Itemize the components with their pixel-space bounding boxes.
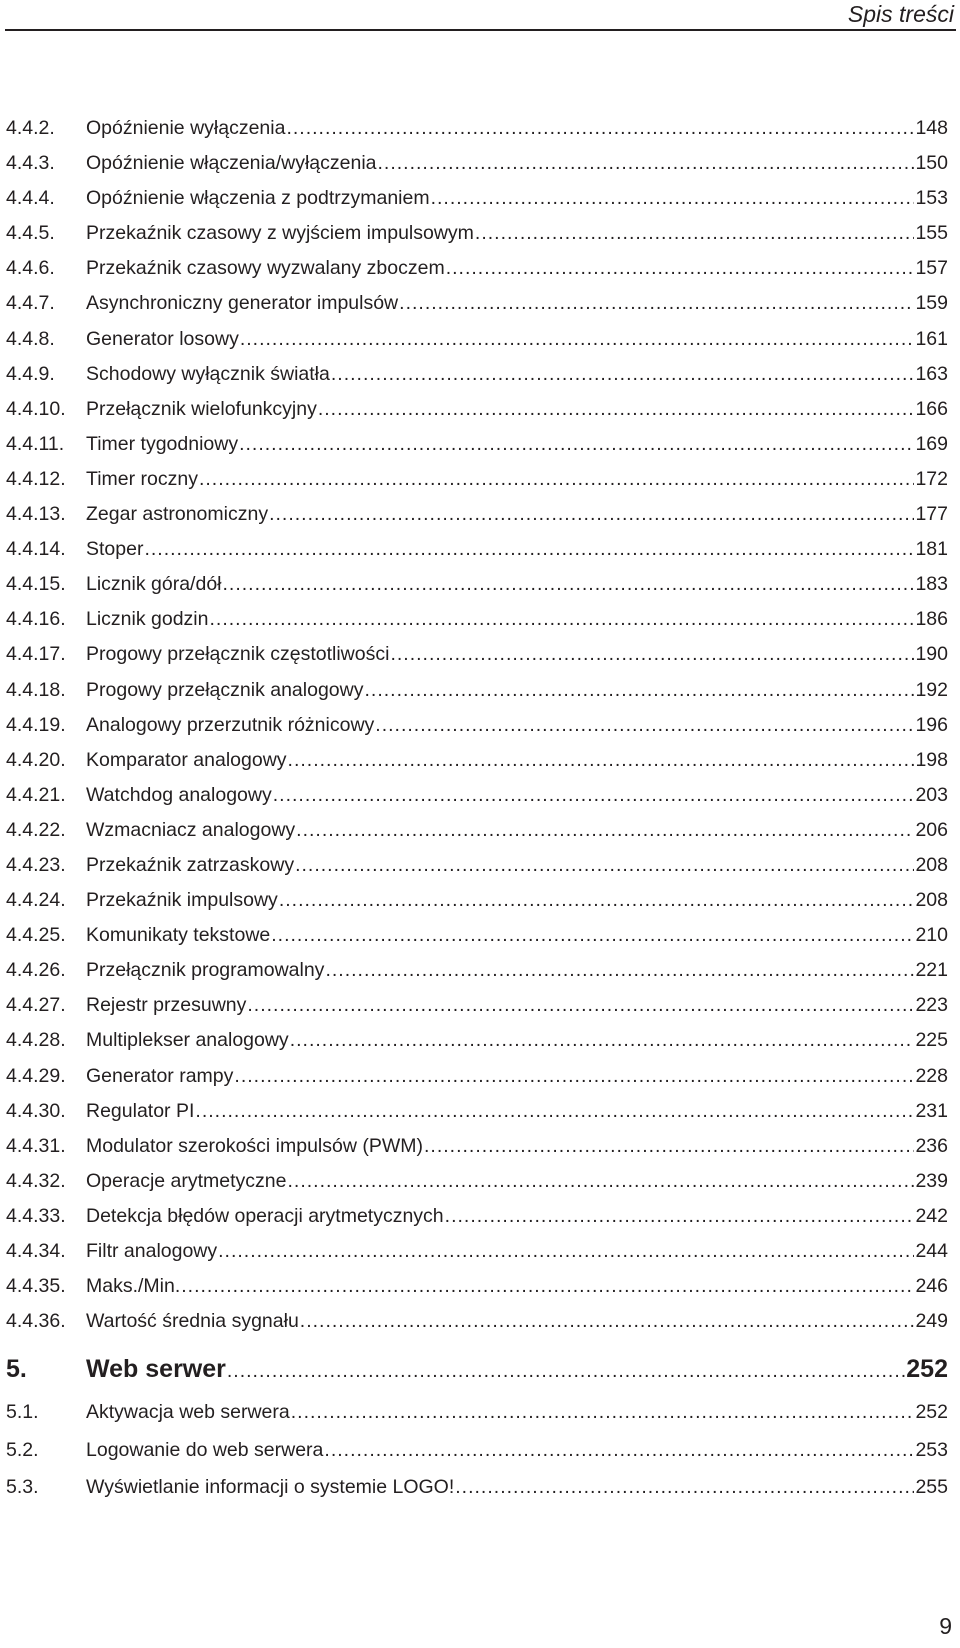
toc-entry[interactable] xyxy=(6,567,948,602)
dot-leader xyxy=(199,462,914,497)
dot-leader xyxy=(424,1129,914,1164)
toc-entry[interactable] xyxy=(6,1094,948,1129)
entry-page-number: 172 xyxy=(915,467,948,490)
toc-entry[interactable] xyxy=(6,883,948,918)
entry-number: 4.4.15. xyxy=(6,573,66,596)
entry-title: Zegar astronomiczny xyxy=(86,503,269,526)
toc-entry[interactable] xyxy=(6,1432,948,1470)
dot-leader xyxy=(288,1164,915,1199)
entry-page-number: 181 xyxy=(915,538,948,561)
dot-leader xyxy=(364,673,914,708)
dot-leader xyxy=(475,216,915,251)
toc-entry[interactable] xyxy=(6,532,948,567)
toc-entry[interactable] xyxy=(6,1394,948,1432)
entry-page-number: 192 xyxy=(915,678,948,701)
entry-page-number: 163 xyxy=(915,362,948,385)
entry-page-number: 198 xyxy=(915,748,948,771)
entry-number: 4.4.28. xyxy=(6,1029,66,1052)
entry-page-number: 236 xyxy=(915,1134,948,1157)
entry-number: 4.4.12. xyxy=(6,467,66,490)
entry-number: 4.4.13. xyxy=(6,503,66,526)
entry-number: 4.4.20. xyxy=(6,748,66,771)
toc-entry[interactable] xyxy=(6,146,948,181)
entry-number: 4.4.14. xyxy=(6,538,66,561)
toc-entry[interactable] xyxy=(6,286,948,321)
entry-page-number: 148 xyxy=(915,117,948,139)
entry-number: 4.4.36. xyxy=(6,1310,66,1333)
entry-page-number: 206 xyxy=(915,818,948,841)
entry-title: Komparator analogowy xyxy=(86,748,287,771)
entry-title: Przekaźnik czasowy z wyjściem impulsowym xyxy=(86,222,474,245)
entry-number: 4.4.3. xyxy=(6,152,55,175)
dot-leader xyxy=(223,567,915,602)
dot-leader xyxy=(291,1394,915,1431)
toc-entry[interactable] xyxy=(6,602,948,637)
entry-number: 4.4.19. xyxy=(6,713,66,736)
entry-page-number: 203 xyxy=(915,783,948,806)
entry-title: Timer tygodniowy xyxy=(86,432,239,455)
dot-leader xyxy=(378,146,915,181)
entry-title: Licznik godzin xyxy=(86,608,209,631)
entry-page-number: 161 xyxy=(915,327,948,350)
entry-number: 4.4.17. xyxy=(6,643,66,666)
entry-title: Wzmacniacz analogowy xyxy=(86,818,296,841)
toc-entry[interactable] xyxy=(6,953,948,988)
dot-leader xyxy=(279,883,915,918)
dot-leader xyxy=(239,427,914,462)
entry-page-number: 246 xyxy=(915,1275,948,1298)
dot-leader xyxy=(195,1094,914,1129)
entry-page-number: 231 xyxy=(915,1099,948,1122)
toc-entry[interactable] xyxy=(6,216,948,251)
toc-entry[interactable] xyxy=(6,251,948,286)
entry-title: Opóźnienie włączenia z podtrzymaniem xyxy=(86,187,430,210)
header-title: Spis treści xyxy=(847,1,954,27)
entry-title: Multiplekser analogowy xyxy=(86,1029,289,1052)
entry-number: 4.4.25. xyxy=(6,924,66,947)
toc-entries xyxy=(6,111,948,1339)
entry-title: Opóźnienie wyłączenia xyxy=(86,117,286,139)
entry-page-number: 253 xyxy=(915,1438,948,1461)
toc-entry[interactable] xyxy=(6,1059,948,1094)
toc-entry[interactable] xyxy=(6,673,948,708)
toc-chapter-entry[interactable] xyxy=(6,1344,948,1394)
toc-entry[interactable] xyxy=(6,848,948,883)
toc-entry[interactable] xyxy=(6,1304,948,1339)
entry-page-number: 177 xyxy=(915,503,948,526)
entry-number: 4.4.33. xyxy=(6,1204,66,1227)
entry-number: 5.3. xyxy=(6,1476,39,1499)
entry-title: Wyświetlanie informacji o systemie LOGO! xyxy=(86,1476,455,1499)
entry-page-number: 196 xyxy=(915,713,948,736)
entry-page-number: 150 xyxy=(915,152,948,175)
chapter-title: Web serwer xyxy=(86,1355,226,1384)
page-header xyxy=(0,0,960,40)
entry-page-number: 169 xyxy=(915,432,948,455)
entry-number: 4.4.2. xyxy=(6,117,55,139)
entry-page-number: 183 xyxy=(915,573,948,596)
entry-title: Przełącznik wielofunkcyjny xyxy=(86,397,317,420)
entry-page-number: 225 xyxy=(915,1029,948,1052)
entry-number: 4.4.24. xyxy=(6,889,66,912)
dot-leader xyxy=(390,637,914,672)
dot-leader xyxy=(286,111,914,146)
entry-title: Schodowy wyłącznik światła xyxy=(86,362,330,385)
toc-entry[interactable] xyxy=(6,462,948,497)
dot-leader xyxy=(324,1432,914,1469)
dot-leader xyxy=(234,1059,914,1094)
entry-page-number: 249 xyxy=(915,1310,948,1333)
dot-leader xyxy=(375,708,914,743)
toc-entry[interactable] xyxy=(6,1469,948,1507)
entry-title: Przekaźnik czasowy wyzwalany zboczem xyxy=(86,257,445,280)
entry-title: Progowy przełącznik częstotliwości xyxy=(86,643,390,666)
entry-title: Watchdog analogowy xyxy=(86,783,272,806)
entry-number: 5.2. xyxy=(6,1438,39,1461)
dot-leader xyxy=(218,1234,914,1269)
header-rule xyxy=(5,29,956,31)
entry-title: Stoper xyxy=(86,538,144,561)
toc-subentries xyxy=(6,1394,948,1507)
dot-leader xyxy=(318,392,915,427)
entry-number: 5.1. xyxy=(6,1401,39,1424)
toc-entry[interactable] xyxy=(6,427,948,462)
dot-leader xyxy=(455,1469,914,1506)
dot-leader xyxy=(144,532,914,567)
toc-entry[interactable] xyxy=(6,637,948,672)
entry-page-number: 228 xyxy=(915,1064,948,1087)
entry-number: 4.4.11. xyxy=(6,432,65,455)
entry-number: 4.4.35. xyxy=(6,1275,66,1298)
entry-page-number: 239 xyxy=(915,1169,948,1192)
toc-entry[interactable] xyxy=(6,1129,948,1164)
entry-number: 4.4.7. xyxy=(6,292,55,315)
entry-number: 4.4.16. xyxy=(6,608,66,631)
entry-number: 4.4.34. xyxy=(6,1240,66,1262)
toc-entry[interactable] xyxy=(6,778,948,813)
dot-leader xyxy=(290,1023,915,1058)
toc-entry[interactable] xyxy=(6,708,948,743)
toc-entry[interactable] xyxy=(6,1023,948,1058)
dot-leader xyxy=(399,286,914,321)
dot-leader xyxy=(445,1199,915,1234)
toc-entry[interactable] xyxy=(6,988,948,1023)
entry-page-number: 208 xyxy=(915,889,948,912)
toc-entry[interactable] xyxy=(6,918,948,953)
entry-number: 4.4.8. xyxy=(6,327,55,350)
entry-number: 4.4.18. xyxy=(6,678,66,701)
entry-page-number: 242 xyxy=(915,1204,948,1227)
entry-number: 4.4.26. xyxy=(6,959,66,982)
entry-number: 4.4.5. xyxy=(6,222,55,245)
entry-title: Aktywacja web serwera xyxy=(86,1401,290,1424)
entry-page-number: 252 xyxy=(915,1401,948,1424)
dot-leader xyxy=(269,497,914,532)
dot-leader xyxy=(181,1269,914,1304)
entry-title: Przekaźnik zatrzaskowy xyxy=(86,853,295,876)
entry-page-number: 190 xyxy=(915,643,948,666)
entry-title: Licznik góra/dół xyxy=(86,573,222,596)
entry-number: 4.4.32. xyxy=(6,1169,66,1192)
entry-title: Regulator PI xyxy=(86,1099,195,1122)
entry-title: Generator rampy xyxy=(86,1064,234,1087)
toc-entry[interactable] xyxy=(6,181,948,216)
dot-leader xyxy=(288,743,915,778)
toc-entry[interactable] xyxy=(6,1234,948,1269)
dot-leader xyxy=(446,251,915,286)
entry-number: 4.4.31. xyxy=(6,1134,66,1157)
entry-page-number: 153 xyxy=(915,187,948,210)
entry-title: Asynchroniczny generator impulsów xyxy=(86,292,399,315)
entry-page-number: 223 xyxy=(915,994,948,1017)
entry-title: Maks./Min. xyxy=(86,1275,181,1298)
entry-page-number: 221 xyxy=(915,959,948,982)
entry-page-number: 157 xyxy=(915,257,948,280)
entry-title: Opóźnienie włączenia/wyłączenia xyxy=(86,152,377,175)
entry-title: Analogowy przerzutnik różnicowy xyxy=(86,713,375,736)
entry-number: 4.4.30. xyxy=(6,1099,66,1122)
dot-leader xyxy=(325,953,914,988)
entry-title: Detekcja błędów operacji arytmetycznych xyxy=(86,1204,444,1227)
entry-title: Przekaźnik impulsowy xyxy=(86,889,278,912)
entry-page-number: 210 xyxy=(915,924,948,947)
dot-leader xyxy=(209,602,914,637)
entry-title: Timer roczny xyxy=(86,467,198,490)
entry-number: 4.4.29. xyxy=(6,1064,66,1087)
dot-leader xyxy=(431,181,915,216)
dot-leader xyxy=(300,1304,915,1339)
dot-leader xyxy=(271,918,914,953)
entry-page-number: 186 xyxy=(915,608,948,631)
entry-page-number: 255 xyxy=(915,1476,948,1499)
entry-page-number: 155 xyxy=(915,222,948,245)
entry-number: 4.4.4. xyxy=(6,187,55,210)
dot-leader xyxy=(296,813,914,848)
entry-title: Progowy przełącznik analogowy xyxy=(86,678,364,701)
entry-number: 4.4.6. xyxy=(6,257,55,280)
table-of-contents xyxy=(6,111,948,1507)
toc-entry[interactable] xyxy=(6,497,948,532)
entry-page-number: 244 xyxy=(915,1240,948,1262)
toc-entry[interactable] xyxy=(6,1269,948,1304)
entry-title: Logowanie do web serwera xyxy=(86,1438,324,1461)
entry-page-number: 166 xyxy=(915,397,948,420)
entry-title: Operacje arytmetyczne xyxy=(86,1169,287,1192)
dot-leader xyxy=(240,322,915,357)
entry-number: 4.4.27. xyxy=(6,994,66,1017)
dot-leader xyxy=(331,357,915,392)
toc-entry[interactable] xyxy=(6,111,948,146)
entry-page-number: 159 xyxy=(915,292,948,315)
dot-leader xyxy=(273,778,915,813)
toc-entry[interactable] xyxy=(6,392,948,427)
dot-leader xyxy=(247,988,914,1023)
entry-page-number: 208 xyxy=(915,853,948,876)
toc-entry[interactable] xyxy=(6,322,948,357)
entry-number: 4.4.23. xyxy=(6,853,66,876)
toc-entry[interactable] xyxy=(6,743,948,778)
toc-entry[interactable] xyxy=(6,357,948,392)
toc-entry[interactable] xyxy=(6,813,948,848)
entry-number: 4.4.9. xyxy=(6,362,55,385)
entry-title: Przełącznik programowalny xyxy=(86,959,325,982)
entry-title: Wartość średnia sygnału xyxy=(86,1310,299,1333)
entry-number: 4.4.21. xyxy=(6,783,66,806)
entry-title: Generator losowy xyxy=(86,327,239,350)
toc-entry[interactable] xyxy=(6,1199,948,1234)
chapter-number: 5. xyxy=(6,1355,27,1384)
entry-number: 4.4.10. xyxy=(6,397,66,420)
entry-title: Komunikaty tekstowe xyxy=(86,924,271,947)
chapter-page-number: 252 xyxy=(906,1355,948,1384)
toc-entry[interactable] xyxy=(6,1164,948,1199)
entry-title: Filtr analogowy xyxy=(86,1240,218,1262)
entry-title: Modulator szerokości impulsów (PWM) xyxy=(86,1134,423,1157)
dot-leader xyxy=(295,848,914,883)
entry-number: 4.4.22. xyxy=(6,818,66,841)
dot-leader xyxy=(227,1346,905,1396)
footer-page-number: 9 xyxy=(939,1613,952,1639)
entry-title: Rejestr przesuwny xyxy=(86,994,247,1017)
